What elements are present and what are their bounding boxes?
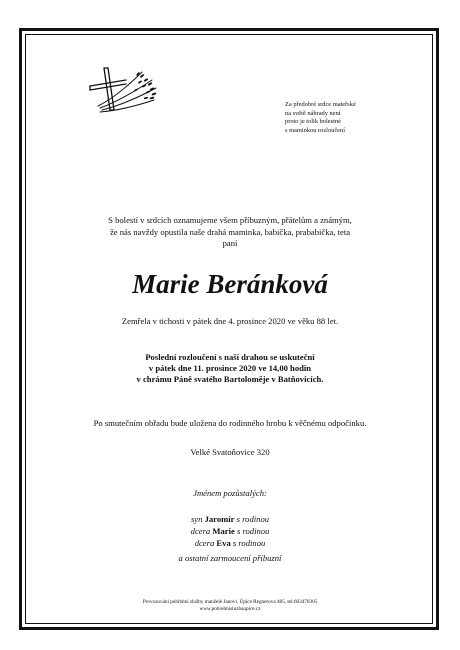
mourner-context: s rodinou [236, 514, 270, 524]
quote-line: s maminkou rozloučení [285, 126, 345, 134]
mourner-row [30, 525, 430, 537]
ceremony-line: Poslední rozloučení s naší drahou se uskuteční [145, 352, 315, 362]
footer-website: www.pohrebnisluzbaupice.cz [199, 606, 261, 613]
mourner-row [30, 537, 430, 549]
intro-line: paní [222, 238, 238, 249]
mourner-name: Eva [216, 538, 231, 548]
quote-line: proto je tolik bolestné [285, 118, 341, 126]
funeral-service-footer [30, 599, 430, 613]
other-relatives: a ostatní zarmoucení příbuzní [178, 553, 282, 563]
mourner-relation: syn [190, 514, 203, 524]
burial-notice: Po smutečním obřadu bude uložena do rodinného hrobu k věčnému odpočinku. [93, 418, 367, 428]
intro-line: S bolestí v srdcích oznamujeme všem příbuzným, přátelům a známým, [108, 215, 352, 225]
mourners-list [30, 513, 430, 549]
mourner-context: s rodinou [232, 538, 266, 548]
mourner-relation: dcera [194, 538, 215, 548]
mourner-name: Marie [212, 526, 235, 536]
quote-line: na světě náhrady není [285, 109, 341, 117]
mourner-row [30, 513, 430, 525]
mourners-heading: Jménem pozůstalých: [193, 488, 267, 498]
intro-line: že nás navždy opustila naše drahá maminka, babička, prababička, teta [109, 226, 351, 237]
announcement-intro [30, 215, 430, 250]
cross-with-wheat-icon [82, 60, 162, 120]
deceased-name: Marie Beránková [132, 269, 328, 299]
family-address: Velké Svatoňovice 320 [190, 447, 270, 457]
mourner-name: Jaromír [204, 514, 235, 524]
ceremony-line: v chrámu Páně svatého Bartoloměje v Batňovicích. [136, 373, 324, 384]
ceremony-details [30, 352, 430, 384]
quote-line: Za předobré srdce mateřské [285, 101, 356, 108]
mourner-relation: dcera [190, 526, 211, 536]
mourner-context: s rodinou [236, 526, 270, 536]
footer-provider: Provozování pohřební služby manželé Janovi, Úpice Regnerova 485, tel:603470305 [142, 599, 318, 605]
death-notice: Zemřela v tichosti v pátek dne 4. prosince 2020 ve věku 88 let. [121, 316, 339, 326]
ceremony-line: v pátek dne 11. prosince 2020 ve 14,00 hodin [148, 362, 312, 373]
memorial-quote [285, 101, 405, 135]
